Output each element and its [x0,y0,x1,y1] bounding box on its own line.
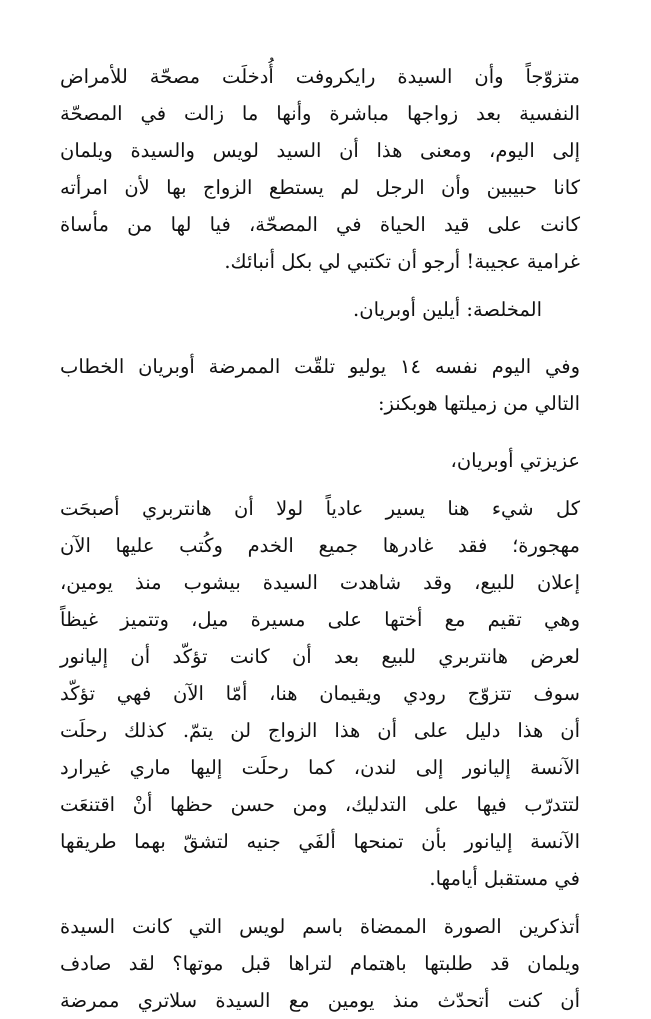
text-line: وفي اليوم نفسه ١٤ يوليو تلقّت الممرضة أوبريان الخطاب [60,355,580,378]
text-line: أتذكرين الصورة الممضاة باسم لويس التي كانت السيدة [60,915,580,938]
text-line: التالي من زميلتها هوبكنز: [377,392,580,415]
letter1-signature: المخلصة: أيلين أوبريان. [353,298,542,321]
letter1-signature-block [60,291,580,328]
text-line: أن كنت أتحدّث منذ يومين مع السيدة سلاتري ممرضة [60,989,580,1012]
text-line: الآنسة إليانور إلى لندن، كما رحلَت إليها ماري غيرارد [60,756,580,779]
book-page [60,58,580,1019]
intro-paragraph [60,348,580,422]
text-line: لتتدرّب فيها على التدليك، ومن حسن حظها أنْ اقتنعَت [60,793,580,816]
text-line: كانت على قيد الحياة في المصحّة، فيا لها من مأساة [60,213,580,236]
text-line: لعرض هانتربري للبيع بعد أن كانت تؤكّد أن إليانور [60,645,580,668]
text-line: غرامية عجيبة! أرجو أن تكتبي لي بكل أنبائك. [224,250,580,273]
text-line: إعلان للبيع، وقد شاهدت السيدة بيشوب منذ يومين، [60,571,580,594]
text-line: متزوّجاً وأن السيدة رايكروفت أُدخلَت مصحّة للأمراض [60,65,580,88]
letter2-salutation: عزيزتي أوبريان، [450,449,580,472]
text-line: الآنسة إليانور بأن تمنحها ألفَي جنيه لتشقّ بهما طريقها [60,830,580,853]
letter2-body-paragraph [60,490,580,897]
letter2-continuation-paragraph [60,908,580,1019]
letter1-closing-paragraph [60,58,580,280]
letter2-salutation-block [60,442,580,479]
text-line: إلى اليوم، ومعنى هذا أن السيد لويس والسيدة ويلمان [60,139,580,162]
text-line: وهي تقيم مع أختها على مسيرة ميل، وتتميز غيظاً [60,608,580,631]
text-line: كل شيء هنا يسير عادياً لولا أن هانتربري أصبحَت [60,497,580,520]
text-line: النفسية بعد زواجها مباشرة وأنها ما زالت في المصحّة [60,102,580,125]
text-line: سوف تتزوّج رودي ويقيمان هنا، أمّا الآن فهي تؤكّد [60,682,580,705]
text-line: مهجورة؛ فقد غادرها جميع الخدم وكُتب عليها الآن [60,534,580,557]
text-line: في مستقبل أيامها. [429,867,580,890]
text-line: أن هذا دليل على أن هذا الزواج لن يتمّ. كذلك رحلَت [60,719,580,742]
text-line: كانا حبيبين وأن الرجل لم يستطع الزواج بها لأن امرأته [60,176,580,199]
text-line: ويلمان قد طلبتها باهتمام لتراها قبل موتها؟ لقد صادف [60,952,580,975]
